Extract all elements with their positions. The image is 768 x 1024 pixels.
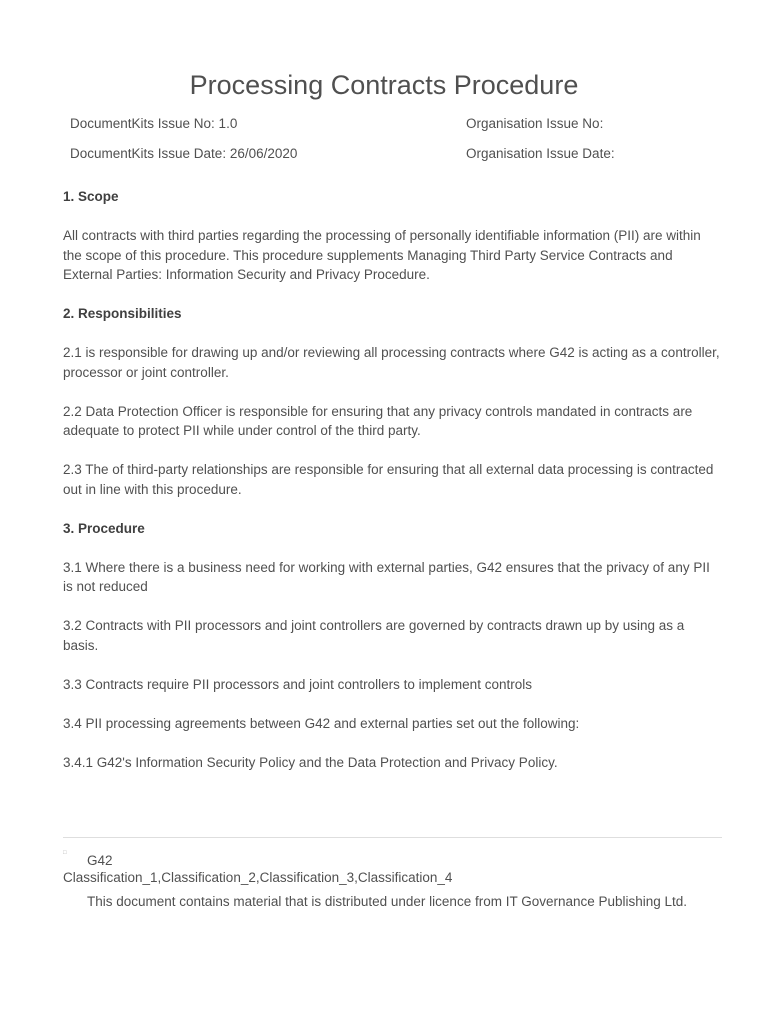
footer-classification: Classification_1,Classification_2,Classification_3,Classification_4 <box>63 870 453 885</box>
scope-heading: 1. Scope <box>63 189 119 204</box>
procedure-item: 3.2 Contracts with PII processors and joint controllers are governed by contracts drawn up by using as a basis. <box>63 618 685 653</box>
procedure-item: 3.4.1 G42's Information Security Policy and the Data Protection and Privacy Policy. <box>63 754 558 770</box>
footer-marker-icon: □ <box>63 850 67 856</box>
footer-organisation: G42 <box>87 853 113 868</box>
procedure-heading: 3. Procedure <box>63 520 145 536</box>
documentkits-issue-date: DocumentKits Issue Date: 26/06/2020 <box>70 146 298 161</box>
procedure-item: 3.1 Where there is a business need for working with external parties, G42 ensures that the privacy of any PII is not reduced <box>63 559 710 594</box>
footer-divider <box>63 837 722 838</box>
footer-licence-notice: This document contains material that is distributed under licence from IT Governance Publishing Ltd. <box>87 894 688 909</box>
document-title: Processing Contracts Procedure <box>189 70 579 100</box>
documentkits-issue-no: DocumentKits Issue No: 1.0 <box>70 116 238 131</box>
responsibility-item: 2.2 Data Protection Officer is responsible for ensuring that any privacy controls mandated in contracts are adequate to protect PII while under control of the third party. <box>63 403 693 438</box>
procedure-item: 3.4 PII processing agreements between G42 and external parties set out the following: <box>63 715 580 731</box>
responsibility-item: 2.3 The of third-party relationships are responsible for ensuring that all external data processing is contracted out in line with this procedure. <box>63 462 714 497</box>
scope-paragraph: All contracts with third parties regarding the processing of personally identifiable information (PII) are within the scope of this procedure. This procedure supplements Managing Third Party Service Contracts and External Parties: Information Security and Privacy Procedure. <box>63 228 701 282</box>
organisation-issue-no: Organisation Issue No: <box>466 116 604 131</box>
responsibility-item: 2.1 is responsible for drawing up and/or reviewing all processing contracts where G42 is acting as a controller, processor or joint controller. <box>63 345 720 380</box>
responsibilities-heading: 2. Responsibilities <box>63 306 182 321</box>
document-body <box>63 187 723 772</box>
organisation-issue-date: Organisation Issue Date: <box>466 146 615 161</box>
procedure-item: 3.3 Contracts require PII processors and joint controllers to implement controls <box>63 676 532 692</box>
